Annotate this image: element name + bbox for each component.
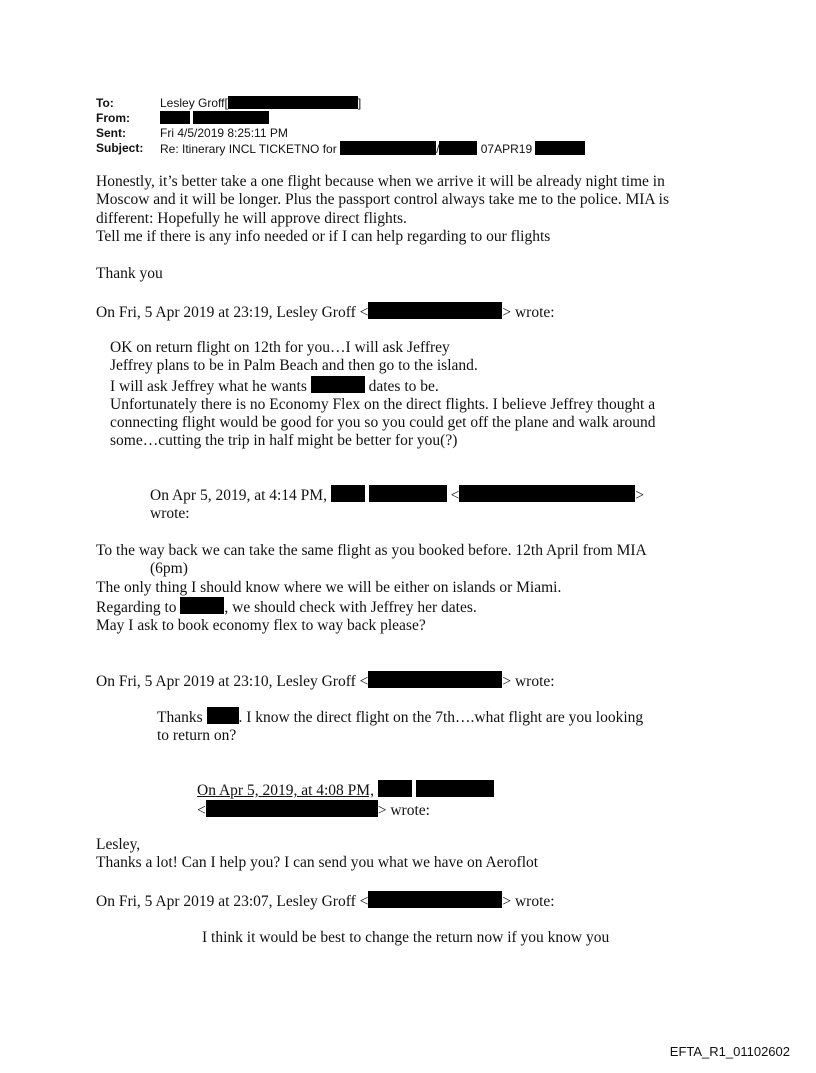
msg4-line: to return on? [157,727,237,745]
quote-header-3 [96,671,555,691]
redacted-block [207,707,239,724]
quote-address-line [197,800,494,820]
document-id: EFTA_R1_01102602 [669,1044,790,1059]
to-close-bracket: ] [357,96,362,110]
quote-wrote: > wrote: [377,802,430,820]
msg2-line: OK on return flight on 12th for you…I will ask Jeffrey [110,339,450,356]
quote-wrote: wrote: [150,505,190,523]
quote-attribution: On Fri, 5 Apr 2019 at 23:07, Lesley Groff < [96,893,369,910]
quote-wrote: > wrote: [502,304,555,321]
email-body [96,0,796,1000]
quote-lt: < [197,802,206,820]
subject-text: Re: Itinerary INCL TICKETNO for [160,142,337,156]
msg3-line: To the way back we can take the same flight as you booked before. 12th April from MIA [96,542,647,559]
sent-label: Sent: [96,126,126,140]
redacted-block [368,891,502,908]
msg2-line: Unfortunately there is no Economy Flex on the direct flights. I believe Jeffrey thought a [110,395,656,413]
quote-attribution: On Fri, 5 Apr 2019 at 23:19, Lesley Groff < [96,304,369,321]
redacted-block [369,485,447,502]
msg3-text: , we should check with Jeffrey her dates. [224,598,477,616]
subject-slash: / [436,142,440,156]
msg4-text: . I know the direct flight on the 7th….what flight are you looking [238,709,644,726]
msg3-line: (6pm) [150,560,188,578]
quote-header-4 [197,780,494,821]
msg4-line [157,707,643,727]
to-name: Lesley Groff[ [160,96,228,110]
msg3-text: Regarding to [96,598,177,616]
msg2 [110,339,656,451]
msg2-text: dates to be. [368,377,439,395]
msg5-line: Lesley, [96,836,141,853]
msg5-line: Thanks a lot! Can I help you? I can send you what we have on Aeroflot [96,854,539,872]
quote-wrote: > wrote: [502,673,555,690]
msg1-thanks: Thank you [96,265,163,282]
from-label: From: [96,111,130,125]
subject-label: Subject: [96,141,144,155]
quote-wrote: > wrote: [502,893,555,910]
msg2-text: I will ask Jeffrey what he wants [110,377,307,395]
msg2-line [110,376,656,396]
to-label: To: [96,96,114,110]
msg1-line: Tell me if there is any info needed or if I can help regarding to our flights [96,227,551,245]
quote-attribution-line [150,485,644,505]
quote-attribution: On Apr 5, 2019, at 4:14 PM, [150,487,327,504]
sent-value: Fri 4/5/2019 8:25:11 PM [160,126,288,140]
msg1-line: different: Hopefully he will approve direct flights. [96,209,407,227]
msg2-line: Jeffrey plans to be in Palm Beach and then go to the island. [110,357,478,375]
redacted-block [378,780,412,797]
msg6-line: I think it would be best to change the return now if you know you [202,929,610,946]
msg3-line [96,597,647,617]
msg2-line: some…cutting the trip in half might be better for you(?) [110,432,458,450]
redacted-block [416,780,494,797]
quote-gt: > [635,487,645,504]
msg1-line: Moscow and it will be longer. Plus the passport control always take me to the police. MIA is [96,191,669,209]
quote-attribution-line [197,780,494,800]
msg2-line: connecting flight would be good for you so you could get off the plane and walk around [110,414,656,432]
quote-header-1 [96,302,555,322]
redacted-block [206,800,378,817]
redacted-block [368,302,502,319]
quote-attribution: On Apr 5, 2019, at 4:08 PM, [197,782,374,799]
msg3-line: The only thing I should know where we will be either on islands or Miami. [96,578,562,596]
redacted-block [180,597,224,614]
redacted-block [368,671,502,688]
redacted-block [331,485,365,502]
subject-date: 07APR19 [480,142,533,156]
redacted-block [311,376,365,393]
msg1 [96,173,669,246]
msg5 [96,836,538,873]
msg3 [96,542,647,635]
msg1-line: Honestly, it’s better take a one flight because when we arrive it will be already night time in [96,173,665,190]
quote-attribution: On Fri, 5 Apr 2019 at 23:10, Lesley Groff < [96,673,369,690]
msg4-text: Thanks [157,709,203,726]
quote-header-5 [96,891,555,911]
msg3-line: May I ask to book economy flex to way back please? [96,617,426,635]
redacted-block [459,485,635,502]
quote-lt: < [450,487,460,504]
msg4 [157,707,643,746]
quote-header-2 [150,485,644,524]
